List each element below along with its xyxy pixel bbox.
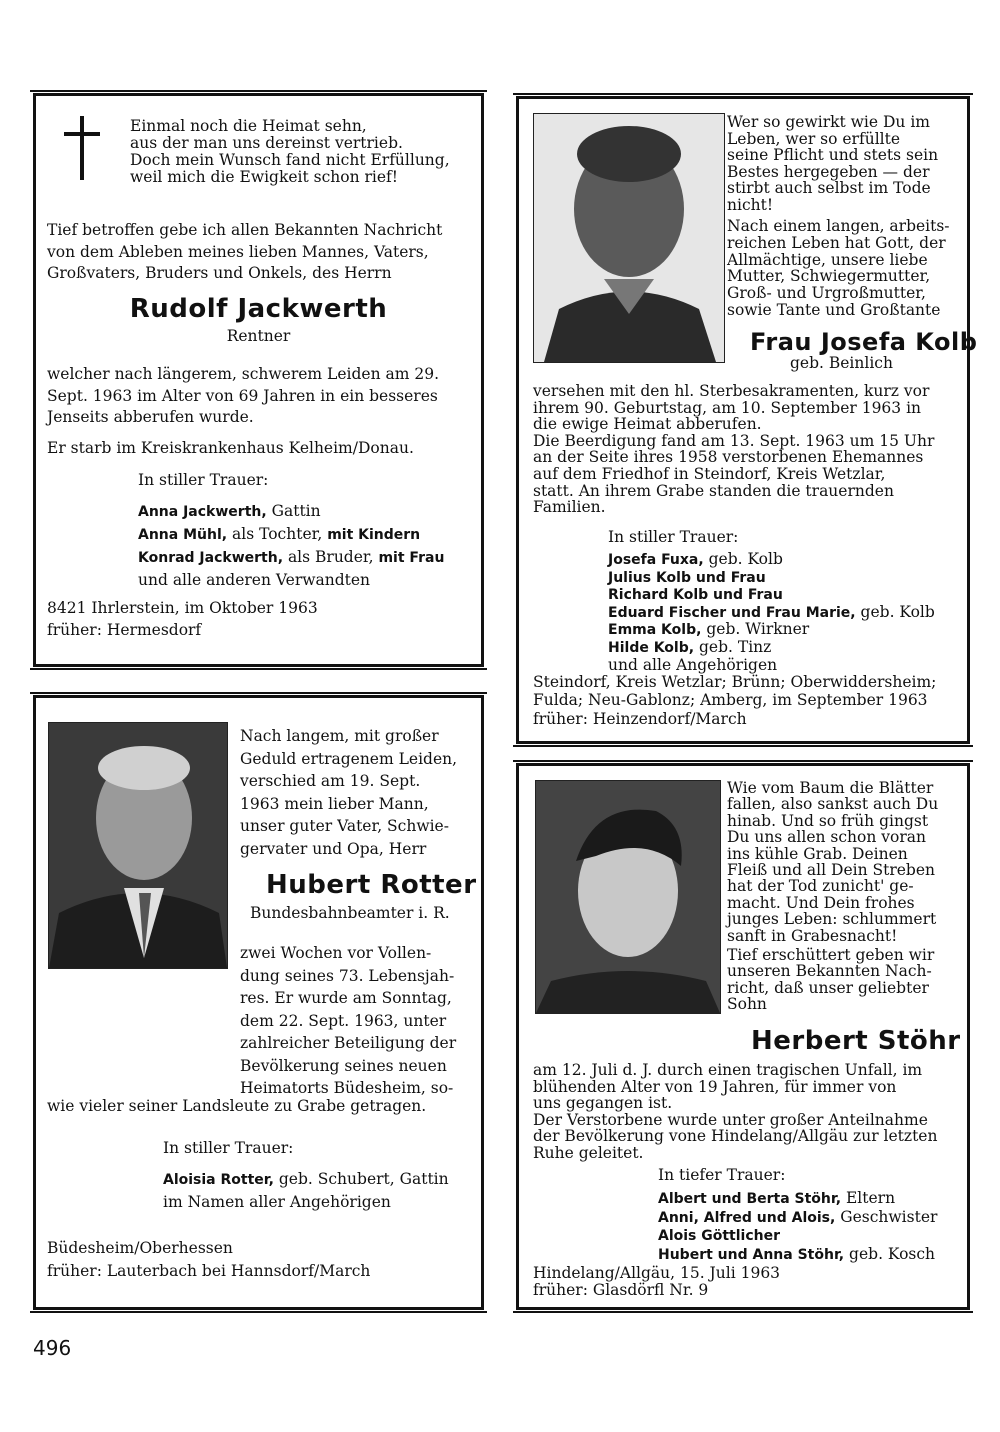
notice2-intro: Nach einem langen, arbeits- reichen Leben hat Gott, der Allmächtige, unsere liebe Mutter, Schwiegermutter, Groß- und Urgroßmutter, sowie Tante und Großtante <box>727 217 950 319</box>
notice2-places: Steindorf, Kreis Wetzlar; Brünn; Oberwiddersheim; Fulda; Neu-Gablonz; Amberg, im September 1963 <box>533 673 937 709</box>
mourner-line: Aloisia Rotter, geb. Schubert, Gattin <box>163 1170 449 1188</box>
notice3-body-last: wie vieler seiner Landsleute zu Grabe getragen. <box>47 1097 427 1115</box>
mourner-line: Richard Kolb und Frau <box>608 587 783 604</box>
notice2-name: Frau Josefa Kolb <box>750 328 978 356</box>
mourner-line: Josefa Fuxa, geb. Kolb <box>608 550 783 568</box>
portrait-photo-josefa-kolb <box>533 113 725 363</box>
notice4-formerly: früher: Glasdörfl Nr. 9 <box>533 1281 709 1299</box>
notice1-name: Rudolf Jackwerth <box>129 294 388 324</box>
notice4-body: am 12. Juli d. J. durch einen tragischen Unfall, im blühenden Alter von 19 Jahren, für immer von uns gegangen ist. Der Verstorbene wurde unter großer Anteilnahme der Bevölkerung vone Hindelang/Allgäu zur letzten Ruhe geleitet. <box>533 1061 938 1162</box>
notice1-title: Rentner <box>226 327 291 345</box>
notice3-formerly: früher: Lauterbach bei Hannsdorf/March <box>47 1262 371 1280</box>
notice4-intro: Wie vom Baum die Blätter fallen, also sankst auch Du hinab. Und so früh gingst Du uns allen schon voran ins kühle Grab. Deinen Fleiß und all Dein Streben hat der Tod zunicht' ge- macht. Und Dein frohes junges Leben: schlummert sanft in Grabesnacht! <box>727 779 939 945</box>
cross-icon <box>62 116 102 180</box>
mourner-line: und alle Angehörigen <box>608 655 778 674</box>
notice1-place-of-death: Er starb im Kreiskrankenhaus Kelheim/Donau. <box>47 439 414 457</box>
notice4-location: Hindelang/Allgäu, 15. Juli 1963 <box>533 1264 781 1282</box>
page-number: 496 <box>33 1336 72 1360</box>
notice4-name: Herbert Stöhr <box>751 1026 961 1056</box>
notice3-title: Bundesbahnbeamter i. R. <box>250 904 450 922</box>
mourner-line: Anna Mühl, als Tochter, mit Kindern <box>138 525 421 543</box>
mourner-line: Hilde Kolb, geb. Tinz <box>608 637 772 656</box>
notice3-mourning-header: In stiller Trauer: <box>163 1139 294 1157</box>
notice1-mourning-header: In stiller Trauer: <box>138 471 269 489</box>
mourner-line: Emma Kolb, geb. Wirkner <box>608 620 810 639</box>
notice3-location: Büdesheim/Oberhessen <box>47 1239 233 1257</box>
portrait-photo-hubert-rotter <box>48 722 228 969</box>
notice4-mourners <box>658 1190 937 1264</box>
mourner-line: Anna Jackwerth, Gattin <box>138 502 321 520</box>
mourner-line: Eduard Fischer und Frau Marie, geb. Kolb <box>608 602 935 621</box>
mourner-line: Julius Kolb und Frau <box>608 569 766 586</box>
mourner-line: im Namen aller Angehörigen <box>163 1193 391 1211</box>
notice3-name: Hubert Rotter <box>266 870 477 900</box>
portrait-photo-herbert-stoehr <box>535 780 721 1014</box>
notice2-poem: Wer so gewirkt wie Du im Leben, wer so erfüllte seine Pflicht und stets sein Bestes hergegeben — der stirbt auch selbst im Tode nicht! <box>727 113 939 214</box>
notice3-mourners <box>163 1168 449 1213</box>
notice3-intro: Nach langem, mit großer Geduld ertragenem Leiden, verschied am 19. Sept. 1963 mein lieber Mann, unser guter Vater, Schwie- gervater und Opa, Herr <box>240 727 458 858</box>
notice2-mourning-header: In stiller Trauer: <box>608 528 739 546</box>
mourner-line: Anni, Alfred und Alois, Geschwister <box>658 1207 938 1226</box>
notice1-formerly: früher: Hermesdorf <box>47 621 202 639</box>
notice4-intro2: Tief erschüttert geben wir unseren Bekannten Nach- richt, daß unser geliebter Sohn <box>727 946 935 1014</box>
notice2-body: versehen mit den hl. Sterbesakramenten, kurz vor ihrem 90. Geburtstag, am 10. September 1963 in die ewige Heimat abberufen. Die Beerdigung fand am 13. Sept. 1963 um 15 Uhr an der Seite ihres 1958 verstorbenen Ehemannes auf dem Friedhof in Steindorf, Kreis Wetzlar, statt. An ihrem Grabe standen die trauernden Familien. <box>533 382 935 517</box>
mourner-line: und alle anderen Verwandten <box>138 571 371 589</box>
notice2-mourners <box>608 551 935 673</box>
mourner-line: Albert und Berta Stöhr, Eltern <box>658 1189 896 1207</box>
notice1-poem: Einmal noch die Heimat sehn, aus der man uns dereinst vertrieb. Doch mein Wunsch fand nicht Erfüllung, weil mich die Ewigkeit schon rief! <box>130 117 450 186</box>
notice1-mourners <box>138 500 444 591</box>
mourner-line: Alois Göttlicher <box>658 1228 781 1244</box>
notice2-birth-name: geb. Beinlich <box>790 354 893 372</box>
notice1-intro: Tief betroffen gebe ich allen Bekannten Nachricht von dem Ableben meines lieben Mannes, Vaters, Großvaters, Bruders und Onkels, des Herrn <box>47 221 443 282</box>
notice1-body: welcher nach längerem, schwerem Leiden am 29. Sept. 1963 im Alter von 69 Jahren in ein besseres Jenseits abberufen wurde. <box>47 365 440 426</box>
notice4-mourning-header: In tiefer Trauer: <box>658 1166 786 1184</box>
notice3-body: zwei Wochen vor Vollen- dung seines 73. Lebensjah- res. Er wurde am Sonntag, dem 22. Sept. 1963, unter zahlreicher Beteiligung der Bevölkerung seines neuen Heimatorts Büdesheim, so- <box>240 944 457 1097</box>
mourner-line: Hubert und Anna Stöhr, geb. Kosch <box>658 1244 936 1263</box>
mourner-line: Konrad Jackwerth, als Bruder, mit Frau <box>138 548 445 566</box>
notice1-location: 8421 Ihrlerstein, im Oktober 1963 <box>47 599 318 617</box>
notice2-formerly: früher: Heinzendorf/March <box>533 710 747 728</box>
